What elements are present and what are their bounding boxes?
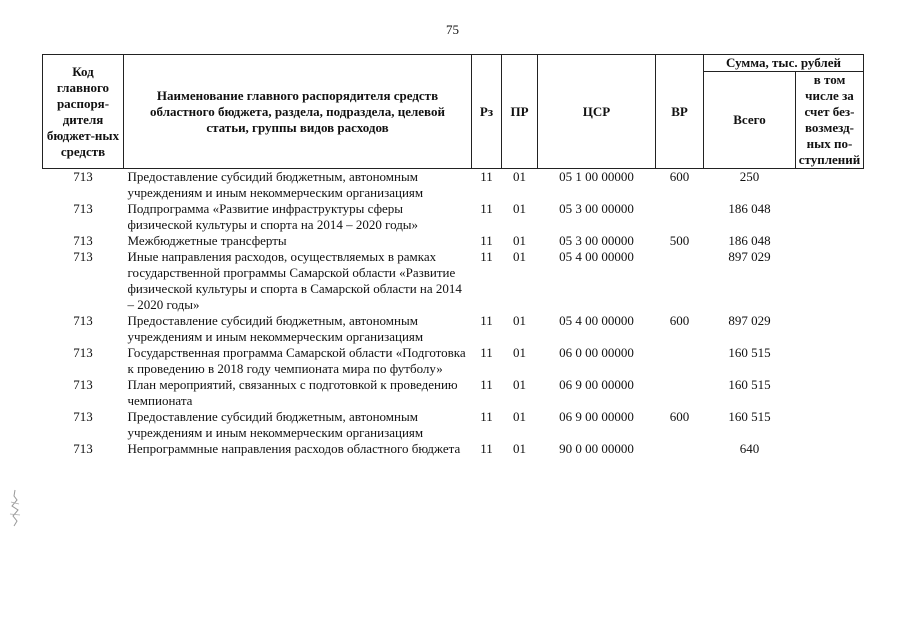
cell-total: 160 515 xyxy=(728,377,771,392)
cell-pr: 01 xyxy=(513,233,526,248)
cell-free xyxy=(796,169,864,202)
cell-pr: 01 xyxy=(513,249,526,264)
cell-csr: 06 0 00 00000 xyxy=(559,345,634,360)
cell-name: Иные направления расходов, осуществляемых в рамках государственной программы Самарской области «Развитие физической культуры и спорта в Самарской области на 2014 – 2020 годы» xyxy=(127,249,462,312)
table-row xyxy=(43,233,864,249)
cell-rz: 11 xyxy=(480,377,493,392)
cell-vr xyxy=(656,249,704,313)
table-row xyxy=(43,249,864,313)
cell-total: 897 029 xyxy=(728,249,771,264)
cell-name: Государственная программа Самарской области «Подготовка к проведению в 2018 году чемпионата мира по футболу» xyxy=(127,345,466,376)
header-sum-group: Сумма, тыс. рублей xyxy=(704,55,864,72)
cell-csr: 06 9 00 00000 xyxy=(559,409,634,424)
cell-rz: 11 xyxy=(480,201,493,216)
cell-pr: 01 xyxy=(513,377,526,392)
header-vr: ВР xyxy=(656,55,704,169)
cell-rz: 11 xyxy=(480,233,493,248)
cell-name: План мероприятий, связанных с подготовкой к проведению чемпионата xyxy=(127,377,458,408)
cell-free xyxy=(796,233,864,249)
cell-vr: 600 xyxy=(669,409,690,424)
table-row xyxy=(43,441,864,457)
cell-pr: 01 xyxy=(513,345,526,360)
cell-total: 160 515 xyxy=(728,409,771,424)
cell-vr: 600 xyxy=(669,169,690,184)
cell-pr: 01 xyxy=(513,313,526,328)
cell-csr: 06 9 00 00000 xyxy=(559,377,634,392)
margin-scribble xyxy=(8,488,22,528)
cell-total: 897 029 xyxy=(728,313,771,328)
header-pr: ПР xyxy=(502,55,538,169)
cell-free xyxy=(796,377,864,409)
cell-name: Межбюджетные трансферты xyxy=(127,233,287,248)
budget-table xyxy=(42,54,864,457)
cell-pr: 01 xyxy=(513,201,526,216)
cell-rz: 11 xyxy=(480,441,493,456)
header-free: в том числе за счет без-возмезд-ных по-ступлений xyxy=(796,72,864,169)
cell-code: 713 xyxy=(73,409,93,424)
cell-total: 640 xyxy=(739,441,760,456)
cell-vr xyxy=(656,345,704,377)
page-number: 75 xyxy=(446,22,459,37)
cell-free xyxy=(796,201,864,233)
cell-name: Предоставление субсидий бюджетным, автономным учреждениям и иным некоммерческим организациям xyxy=(127,409,424,440)
table-row xyxy=(43,313,864,345)
cell-free xyxy=(796,313,864,345)
cell-pr: 01 xyxy=(513,441,526,456)
cell-code: 713 xyxy=(73,441,93,456)
cell-code: 713 xyxy=(73,201,93,216)
cell-total: 186 048 xyxy=(728,201,771,216)
header-code: Код главного распоря-дителя бюджет-ных средств xyxy=(43,55,124,169)
cell-vr xyxy=(656,201,704,233)
cell-name: Предоставление субсидий бюджетным, автономным учреждениям и иным некоммерческим организациям xyxy=(127,313,424,344)
cell-free xyxy=(796,249,864,313)
cell-csr: 05 3 00 00000 xyxy=(559,233,634,248)
cell-csr: 05 4 00 00000 xyxy=(559,249,634,264)
header-name: Наименование главного распорядителя средств областного бюджета, раздела, подраздела, целевой статьи, группы видов расходов xyxy=(124,55,472,169)
cell-pr: 01 xyxy=(513,169,526,184)
cell-rz: 11 xyxy=(480,249,493,264)
cell-name: Непрограммные направления расходов областного бюджета xyxy=(127,441,461,456)
cell-name: Предоставление субсидий бюджетным, автономным учреждениям и иным некоммерческим организациям xyxy=(127,169,424,200)
header-rz: Рз xyxy=(472,55,502,169)
header-csr: ЦСР xyxy=(538,55,656,169)
header-total: Всего xyxy=(704,72,796,169)
cell-rz: 11 xyxy=(480,409,493,424)
cell-vr: 600 xyxy=(669,313,690,328)
cell-free xyxy=(796,345,864,377)
cell-code: 713 xyxy=(73,313,93,328)
cell-csr: 05 3 00 00000 xyxy=(559,201,634,216)
cell-code: 713 xyxy=(73,345,93,360)
cell-csr: 05 1 00 00000 xyxy=(559,169,634,184)
cell-name: Подпрограмма «Развитие инфраструктуры сферы физической культуры и спорта на 2014 – 2020 годы» xyxy=(127,201,419,232)
cell-rz: 11 xyxy=(480,169,493,184)
cell-code: 713 xyxy=(73,233,93,248)
cell-free xyxy=(796,441,864,457)
cell-pr: 01 xyxy=(513,409,526,424)
table-row xyxy=(43,409,864,441)
cell-rz: 11 xyxy=(480,313,493,328)
cell-code: 713 xyxy=(73,169,93,184)
cell-total: 186 048 xyxy=(728,233,771,248)
table-row xyxy=(43,377,864,409)
cell-total: 250 xyxy=(739,169,760,184)
cell-csr: 05 4 00 00000 xyxy=(559,313,634,328)
cell-csr: 90 0 00 00000 xyxy=(559,441,634,456)
table-header xyxy=(43,55,864,169)
cell-total: 160 515 xyxy=(728,345,771,360)
cell-rz: 11 xyxy=(480,345,493,360)
cell-vr xyxy=(656,377,704,409)
table-row xyxy=(43,169,864,202)
cell-vr: 500 xyxy=(669,233,690,248)
table-row xyxy=(43,201,864,233)
table-row xyxy=(43,345,864,377)
cell-code: 713 xyxy=(73,249,93,264)
cell-free xyxy=(796,409,864,441)
table-body xyxy=(43,169,864,458)
cell-vr xyxy=(656,441,704,457)
cell-code: 713 xyxy=(73,377,93,392)
